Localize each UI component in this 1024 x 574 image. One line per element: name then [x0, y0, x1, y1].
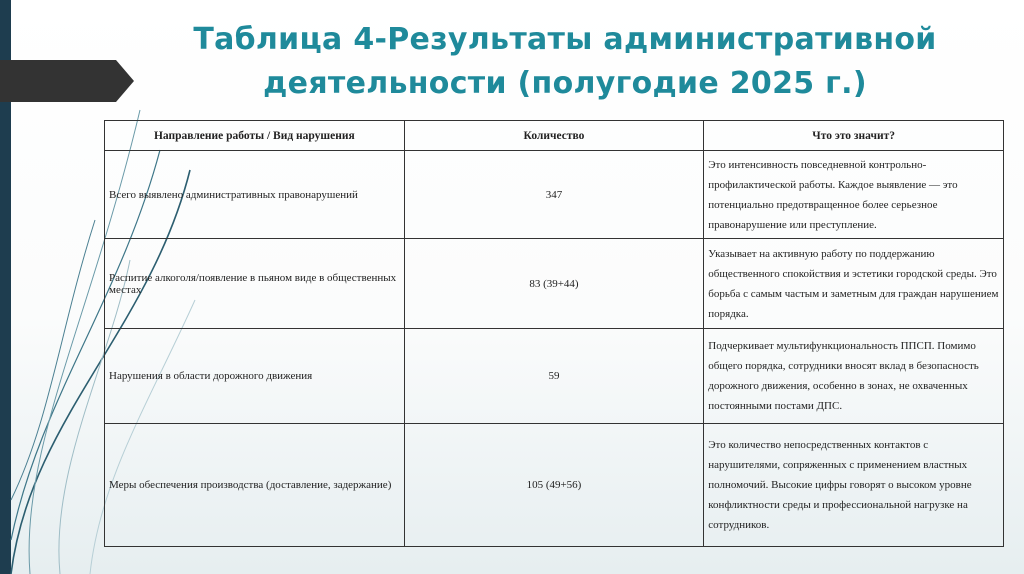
- cell-category: Всего выявлено административных правонарушений: [105, 151, 405, 239]
- cell-category: Распитие алкоголя/появление в пьяном виде в общественных местах: [105, 239, 405, 329]
- cell-meaning: Подчеркивает мультифункциональность ППСП. Помимо общего порядка, сотрудники вносят вклад в безопасность дорожного движения, особенно в зонах, не охваченных постоянными постами ДПС.: [704, 329, 1004, 424]
- table-row: [105, 424, 1004, 547]
- cell-category: Нарушения в области дорожного движения: [105, 329, 405, 424]
- cell-meaning: Указывает на активную работу по поддержанию общественного спокойствия и эстетики городской среды. Это борьба с самым частым и заметным для граждан нарушением порядка.: [704, 239, 1004, 329]
- cell-count: 83 (39+44): [404, 239, 704, 329]
- results-table: [104, 120, 1004, 547]
- column-header-category: Направление работы / Вид нарушения: [105, 121, 405, 151]
- column-header-count: Количество: [404, 121, 704, 151]
- cell-count: 105 (49+56): [404, 424, 704, 547]
- cell-meaning: Это количество непосредственных контактов с нарушителями, сопряженных с применением властных полномочий. Высокие цифры говорят о высоком уровне конфликтности среды и профессиональной нагрузке на сотрудников.: [704, 424, 1004, 547]
- table-row: [105, 329, 1004, 424]
- table-header-row: [105, 121, 1004, 151]
- cell-meaning: Это интенсивность повседневной контрольно-профилактической работы. Каждое выявление — это потенциально предотвращенное более серьезное правонарушение или преступление.: [704, 151, 1004, 239]
- slide-title: Таблица 4-Результаты административной деятельности (полугодие 2025 г.): [193, 22, 937, 101]
- cell-count: 59: [404, 329, 704, 424]
- table-row: [105, 151, 1004, 239]
- cell-category: Меры обеспечения производства (доставление, задержание): [105, 424, 405, 547]
- cell-count: 347: [404, 151, 704, 239]
- arrow-tab: [0, 60, 134, 102]
- table-row: [105, 239, 1004, 329]
- column-header-meaning: Что это значит?: [704, 121, 1004, 151]
